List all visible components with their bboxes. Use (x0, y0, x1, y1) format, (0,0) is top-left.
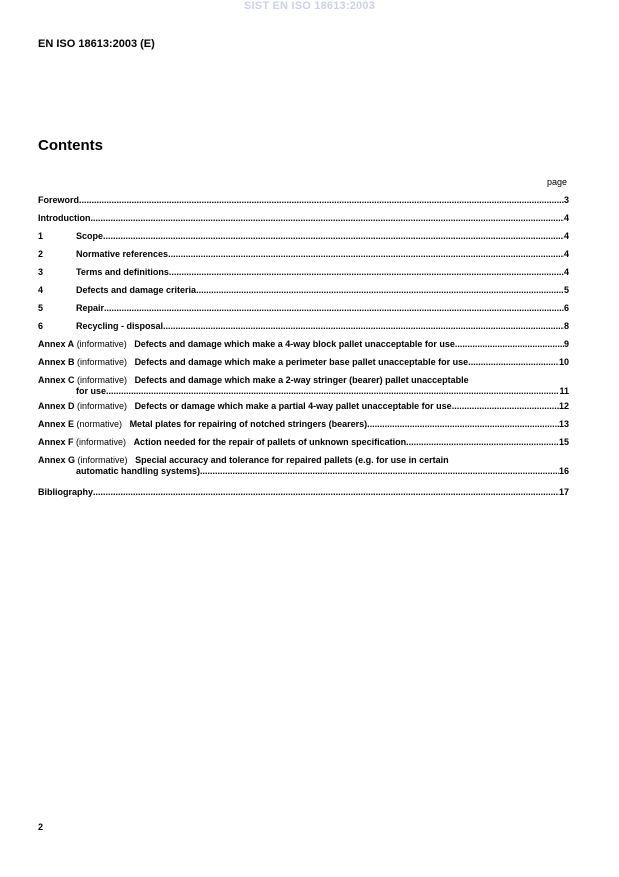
toc-page-number: 13 (558, 419, 569, 429)
dot-leader (104, 303, 564, 314)
annex-type: (informative) (77, 455, 128, 465)
toc-entry[interactable] (38, 231, 569, 242)
dot-leader (455, 339, 564, 350)
toc-page-number: 11 (559, 386, 569, 396)
toc-title: Terms and definitions (76, 267, 169, 277)
page-number: 2 (38, 822, 44, 832)
watermark: SIST EN ISO 18613:2003 (244, 0, 375, 12)
dot-leader (468, 357, 559, 368)
annex-type: (informative) (77, 375, 128, 385)
toc-title: Bibliography (38, 487, 94, 497)
toc-page-number: 16 (558, 466, 569, 476)
toc-entry[interactable] (38, 285, 569, 296)
toc-title-continued: for use (76, 386, 107, 396)
section-number: 2 (38, 249, 44, 259)
toc-entry[interactable] (38, 357, 569, 368)
dot-leader (406, 437, 559, 448)
dot-leader (367, 419, 559, 430)
toc-entry[interactable] (38, 321, 569, 332)
dot-leader (168, 249, 564, 260)
toc-page-number: 4 (563, 213, 569, 223)
annex-type: (informative) (76, 437, 127, 447)
toc-page-number: 6 (563, 303, 569, 313)
dot-leader (452, 401, 559, 412)
toc-title: Defects and damage which make a 4-way block pallet unacceptable for use (134, 339, 455, 349)
page-column-label: page (546, 177, 567, 187)
toc-title: Defects and damage criteria (76, 285, 197, 295)
section-number: 3 (38, 267, 44, 277)
annex-type: (normative) (76, 419, 123, 429)
dot-leader (106, 386, 559, 397)
toc-title-continued: automatic handling systems) (76, 466, 201, 476)
dot-leader (200, 466, 559, 477)
toc-entry[interactable] (38, 419, 569, 430)
toc-title: Introduction (38, 213, 91, 223)
dot-leader (103, 231, 564, 242)
toc-entry[interactable] (38, 437, 569, 448)
section-number: 4 (38, 285, 44, 295)
toc-title: Repair (76, 303, 105, 313)
toc-entry[interactable] (38, 401, 569, 412)
dot-leader (91, 213, 564, 224)
toc-page-number: 10 (558, 357, 569, 367)
annex-type: (informative) (77, 357, 128, 367)
toc-title: Metal plates for repairing of notched stringers (bearers) (129, 419, 368, 429)
annex-type: (informative) (76, 339, 127, 349)
toc-entry[interactable] (38, 375, 569, 397)
toc-title: Scope (76, 231, 104, 241)
toc-entry[interactable] (38, 455, 569, 477)
toc-entry[interactable] (38, 303, 569, 314)
toc-title: Normative references (76, 249, 169, 259)
annex-type: (informative) (77, 401, 128, 411)
section-number: 1 (38, 231, 44, 241)
annex-label: Annex E (38, 419, 75, 429)
toc-page-number: 4 (563, 231, 569, 241)
document-id: EN ISO 18613:2003 (E) (38, 38, 155, 50)
annex-label: Annex B (38, 357, 75, 367)
toc-title: Defects and damage which make a 2-way stringer (bearer) pallet unacceptable (134, 375, 469, 385)
toc-page-number: 12 (558, 401, 569, 411)
toc-title: Foreword (38, 195, 80, 205)
section-number: 6 (38, 321, 44, 331)
toc-entry[interactable] (38, 195, 569, 206)
section-number: 5 (38, 303, 44, 313)
toc-page-number: 9 (563, 339, 569, 349)
dot-leader (169, 267, 564, 278)
toc-title: Special accuracy and tolerance for repaired pallets (e.g. for use in certain (135, 455, 449, 465)
toc-page-number: 5 (563, 285, 569, 295)
toc-title: Recycling - disposal (76, 321, 164, 331)
toc-entry[interactable] (38, 267, 569, 278)
toc-page-number: 4 (563, 249, 569, 259)
toc-page-number: 17 (558, 487, 569, 497)
dot-leader (93, 487, 559, 498)
toc-title: Defects or damage which make a partial 4-way pallet unacceptable for use (134, 401, 452, 411)
toc-title: Action needed for the repair of pallets of unknown specification (133, 437, 407, 447)
annex-label: Annex G (38, 455, 76, 465)
contents-heading: Contents (38, 137, 103, 154)
dot-leader (79, 195, 564, 206)
toc-entry[interactable] (38, 339, 569, 350)
annex-label: Annex F (38, 437, 74, 447)
toc-page-number: 8 (563, 321, 569, 331)
toc-title: Defects and damage which make a perimeter base pallet unacceptable for use (134, 357, 469, 367)
toc-page-number: 15 (558, 437, 569, 447)
annex-label: Annex D (38, 401, 75, 411)
dot-leader (196, 285, 564, 296)
annex-label: Annex C (38, 375, 75, 385)
annex-label: Annex A (38, 339, 75, 349)
toc-page-number: 4 (563, 267, 569, 277)
toc-entry[interactable] (38, 213, 569, 224)
toc-page-number: 3 (563, 195, 569, 205)
dot-leader (163, 321, 564, 332)
toc-entry[interactable] (38, 249, 569, 260)
toc-entry[interactable] (38, 487, 569, 498)
